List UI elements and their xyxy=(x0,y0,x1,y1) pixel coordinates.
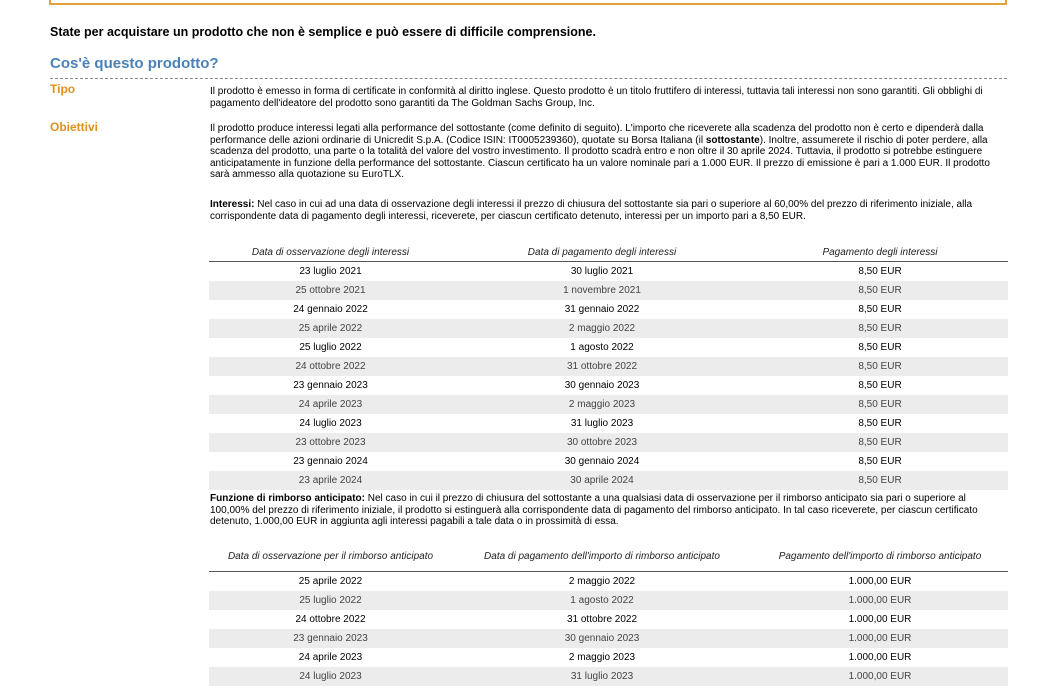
interest-table-row xyxy=(209,300,1008,319)
interest-table-row xyxy=(209,319,1008,338)
section-divider xyxy=(50,78,1007,79)
redemption-table-row xyxy=(209,648,1008,667)
interest-table-row-cell: 8,50 EUR xyxy=(752,433,1008,452)
interest-table-row-cell: 24 ottobre 2022 xyxy=(209,357,452,376)
interest-table-row-cell: 23 ottobre 2023 xyxy=(209,433,452,452)
interest-table-row-cell: 8,50 EUR xyxy=(752,281,1008,300)
interest-table-row xyxy=(209,338,1008,357)
redemption-table-row-cell: 1.000,00 EUR xyxy=(752,667,1008,686)
redemption-table-row-cell: 31 ottobre 2022 xyxy=(566,614,638,625)
tipo-label: Tipo xyxy=(50,82,76,96)
interest-table-row xyxy=(209,395,1008,414)
redemption-table-row-cell: 24 ottobre 2022 xyxy=(295,614,366,625)
interest-table-row-cell: 8,50 EUR xyxy=(858,418,902,429)
sottostante-term: sottostante xyxy=(705,134,760,146)
obiettivi-text xyxy=(210,123,1007,181)
redemption-table-header xyxy=(209,541,1008,572)
interest-table-row-cell: 30 gennaio 2024 xyxy=(564,456,640,467)
interest-table-row xyxy=(209,452,1008,471)
redemption-table-row-cell: 2 maggio 2022 xyxy=(568,576,636,587)
redemption-table-row-cell: 30 gennaio 2023 xyxy=(452,629,752,648)
interest-table-row-cell: 24 gennaio 2022 xyxy=(293,304,368,315)
redemption-table-row-cell: 1.000,00 EUR xyxy=(848,576,912,587)
redemption-table-row-cell: 1.000,00 EUR xyxy=(752,629,1008,648)
interest-table-row-cell: 30 aprile 2024 xyxy=(452,471,752,490)
redemption-table-row-cell: 1 agosto 2022 xyxy=(452,591,752,610)
interest-table-row-cell: 25 luglio 2022 xyxy=(299,342,362,353)
interest-header-observation: Data di osservazione degli interessi xyxy=(209,244,452,262)
redemption-table-row xyxy=(209,667,1008,686)
interest-table-row-cell: 2 maggio 2022 xyxy=(452,319,752,338)
tipo-text: Il prodotto è emesso in forma di certificate in conformità al diritto inglese. Questo prodotto è un titolo fruttifero di interessi, tuttavia tali interessi non sono garantiti. Gli obblighi di pagamento dell'ideatore del prodotto sono garantiti da The Goldman Sachs Group, Inc. xyxy=(210,86,983,109)
interest-table-row-cell: 23 aprile 2024 xyxy=(209,471,452,490)
interest-table-row-cell: 8,50 EUR xyxy=(858,380,902,391)
interest-table-row-cell: 23 luglio 2021 xyxy=(299,266,362,277)
interest-table-row-cell: 8,50 EUR xyxy=(752,357,1008,376)
redemption-table xyxy=(209,541,1008,686)
interest-table-row-cell: 24 aprile 2023 xyxy=(209,395,452,414)
rimborso-text xyxy=(210,493,1007,528)
interest-table-row xyxy=(209,471,1008,490)
interest-table-row-cell: 23 gennaio 2023 xyxy=(293,380,368,391)
interest-table-row xyxy=(209,376,1008,395)
interest-table-row-cell: 31 ottobre 2022 xyxy=(452,357,752,376)
rimborso-body: Nel caso in cui il prezzo di chiusura del sottostante a una qualsiasi data di osservazione per il rimborso anticipato sia pari o superiore al 100,00% del prezzo di riferimento iniziale, il prodotto si estinguerà alla corrispondente data di pagamento del rimborso anticipato. In tal caso riceverete, per ciascun certificato detenuto, 1.000,00 EUR in aggiunta agli interessi pagabili a tale data o in prossimità di essa. xyxy=(210,493,978,528)
interest-header-payment-date: Data di pagamento degli interessi xyxy=(452,244,752,262)
redemption-table-row xyxy=(209,572,1008,592)
interest-table-row xyxy=(209,281,1008,300)
interest-table-row xyxy=(209,262,1008,282)
comprehension-warning: State per acquistare un prodotto che non è semplice e può essere di difficile comprensione. xyxy=(50,25,596,39)
interest-table-row-cell: 24 luglio 2023 xyxy=(299,418,362,429)
interest-table-row-cell: 1 novembre 2021 xyxy=(452,281,752,300)
interest-table-row-cell: 30 ottobre 2023 xyxy=(452,433,752,452)
redemption-table-row-cell: 1.000,00 EUR xyxy=(848,652,912,663)
rimborso-label: Funzione di rimborso anticipato: xyxy=(210,493,365,504)
redemption-table-row-cell: 24 luglio 2023 xyxy=(209,667,452,686)
interest-table-row-cell: 31 luglio 2023 xyxy=(570,418,634,429)
redemption-header-observation: Data di osservazione per il rimborso anticipato xyxy=(209,541,452,572)
interest-table-row-cell: 30 luglio 2021 xyxy=(570,266,634,277)
redemption-table-row xyxy=(209,629,1008,648)
redemption-table-row-cell: 31 luglio 2023 xyxy=(452,667,752,686)
redemption-table-row xyxy=(209,591,1008,610)
interest-table-row-cell: 25 aprile 2022 xyxy=(209,319,452,338)
interest-header-payment: Pagamento degli interessi xyxy=(752,244,1008,262)
interest-table-row-cell: 8,50 EUR xyxy=(752,319,1008,338)
redemption-table-row-cell: 25 luglio 2022 xyxy=(209,591,452,610)
interest-table-row-cell: 25 ottobre 2021 xyxy=(209,281,452,300)
document-date-box xyxy=(49,0,1007,5)
interest-table-row-cell: 2 maggio 2023 xyxy=(452,395,752,414)
redemption-table-row xyxy=(209,610,1008,629)
interest-table-row-cell: 8,50 EUR xyxy=(752,395,1008,414)
interessi-label: Interessi: xyxy=(210,199,255,210)
interest-table-row-cell: 8,50 EUR xyxy=(858,456,902,467)
redemption-table-row-cell: 1.000,00 EUR xyxy=(752,591,1008,610)
interest-table xyxy=(209,244,1008,490)
interest-table-row-cell: 8,50 EUR xyxy=(752,471,1008,490)
interest-table-row-cell: 8,50 EUR xyxy=(858,342,902,353)
interest-table-row-cell: 8,50 EUR xyxy=(858,266,902,277)
interest-table-row-cell: 23 gennaio 2024 xyxy=(293,456,368,467)
interest-table-row xyxy=(209,357,1008,376)
redemption-table-row-cell: 2 maggio 2023 xyxy=(568,652,636,663)
interessi-body: Nel caso in cui ad una data di osservazione degli interessi il prezzo di chiusura del sottostante sia pari o superiore al 60,00% del prezzo di riferimento iniziale, alla corrispondente data di pagamento degli interessi, riceverete, per ciascun certificato detenuto, interessi per un importo pari a 8,50 EUR. xyxy=(210,199,973,222)
interest-table-row-cell: 30 gennaio 2023 xyxy=(564,380,640,391)
interessi-text xyxy=(210,199,1007,222)
interest-table-row-cell: 8,50 EUR xyxy=(858,304,902,315)
interest-table-row-cell: 31 gennaio 2022 xyxy=(564,304,640,315)
obiettivi-label: Obiettivi xyxy=(50,120,99,134)
obiettivi-text-part1: Il prodotto produce interessi legati alla performance del sottostante (come definito di seguito). L'importo che riceverete alla scadenza del prodotto non è certo e dipenderà dalla performance delle azioni ordinarie di Unicredit S.p.A. (Codice ISIN: IT0005239360), quotate su Borsa Italiana (il xyxy=(210,123,984,146)
redemption-table-row-cell: 25 aprile 2022 xyxy=(298,576,363,587)
redemption-table-row-cell: 24 aprile 2023 xyxy=(298,652,363,663)
interest-table-header xyxy=(209,244,1008,262)
redemption-table-row-cell: 1.000,00 EUR xyxy=(848,614,912,625)
redemption-header-payment: Pagamento dell'importo di rimborso anticipato xyxy=(752,541,1008,572)
redemption-header-payment-date: Data di pagamento dell'importo di rimborso anticipato xyxy=(452,541,752,572)
redemption-table-row-cell: 23 gennaio 2023 xyxy=(209,629,452,648)
interest-table-row xyxy=(209,414,1008,433)
interest-table-row-cell: 1 agosto 2022 xyxy=(570,342,634,353)
interest-table-row xyxy=(209,433,1008,452)
section-title: Cos'è questo prodotto? xyxy=(50,55,219,72)
obiettivi-text-part2: ). Inoltre, assumerete il rischio di poter perdere, alla scadenza del prodotto, una parte o la totalità del valore del vostro investimento. Il prodotto scadrà entro e non oltre il 30 aprile 2024. Tuttavia, il prodotto si potrebbe estinguere anticipatamente in funzione della performance del sottostante. Ciascun certificato ha un valore nominale pari a 1.000 EUR. Il prezzo di emissione è pari a 1.000 EUR. Il prodotto sarà ammesso alla quotazione su EuroTLX. xyxy=(210,134,990,181)
